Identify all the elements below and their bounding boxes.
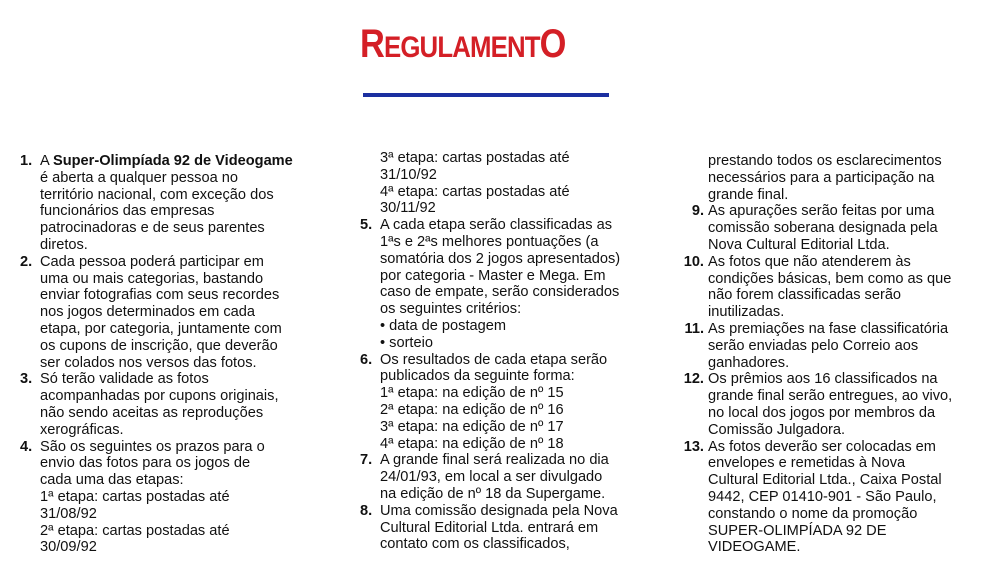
item-line: ganhadores. <box>708 354 790 371</box>
item-line: 1ªs e 2ªs melhores pontuações (a <box>380 233 599 250</box>
item-line: A grande final será realizada no dia <box>380 452 609 469</box>
item-number: 12. <box>683 371 704 388</box>
item-number: 6. <box>360 351 373 368</box>
rule-item <box>20 254 345 372</box>
item-line: envio das fotos para os jogos de <box>40 455 251 472</box>
item-line: 31/08/92 <box>40 505 97 522</box>
item-line: São os seguintes os prazos para o <box>40 438 265 455</box>
item-line: etapa, por categoria, juntamente com <box>40 320 282 337</box>
rule-item <box>670 254 995 321</box>
item-line: 2ª etapa: cartas postadas até <box>40 522 230 539</box>
item-number: 13. <box>683 438 704 455</box>
item-line: xerográficas. <box>40 421 124 438</box>
item-number: 3. <box>20 371 33 388</box>
item-line: os cupons de inscrição, que deverão <box>40 337 278 354</box>
item-line: SUPER-OLIMPÍADA 92 DE <box>708 522 887 539</box>
continued-line: grande final. <box>708 186 789 203</box>
title-text: REGULAMENTO <box>360 22 566 66</box>
item-line: acompanhadas por cupons originais, <box>40 388 279 405</box>
item-line: Uma comissão designada pela Nova <box>380 502 618 519</box>
rule-item <box>20 153 345 254</box>
item-line: contato com os classificados, <box>380 536 570 553</box>
item-line: 1ª etapa: na edição de nº 15 <box>380 385 564 402</box>
item-line: A cada etapa serão classificadas as <box>380 217 613 234</box>
item-line: caso de empate, serão considerados <box>380 284 620 301</box>
item-line: Só terão validade as fotos <box>40 371 209 388</box>
item-line: somatória dos 2 jogos apresentados) <box>380 250 621 267</box>
item-line: enviar fotografias com seus recordes <box>40 287 280 304</box>
item-line: Os resultados de cada etapa serão <box>380 351 608 368</box>
column-3 <box>670 153 995 556</box>
item-number: 9. <box>691 203 704 220</box>
item-number: 2. <box>20 253 33 270</box>
item-line: serão enviadas pelo Correio aos <box>708 337 919 354</box>
continued-line: 3ª etapa: cartas postadas até <box>380 150 570 166</box>
continued-line: prestando todos os esclarecimentos <box>708 153 942 169</box>
item-line: As premiações na fase classificatória <box>708 320 949 337</box>
item-line: constando o nome da promoção <box>708 505 918 522</box>
item-line: As fotos deverão ser colocadas em <box>708 438 936 455</box>
rule-item <box>20 371 345 438</box>
item-line: cada uma das etapas: <box>40 472 184 489</box>
continued-line: 4ª etapa: cartas postadas até <box>380 183 570 200</box>
item-line: por categoria - Master e Mega. Em <box>380 267 606 284</box>
column-2 <box>360 150 690 553</box>
item-text: A <box>40 153 53 169</box>
rule-item <box>20 439 345 557</box>
item-line: Cada pessoa poderá participar em <box>40 253 264 270</box>
item-line: • data de postagem <box>380 317 506 334</box>
rule-item <box>670 203 995 253</box>
item-number: 7. <box>360 452 373 469</box>
item-line: Cultural Editorial Ltda. entrará em <box>380 519 599 536</box>
item-line: 30/09/92 <box>40 539 97 556</box>
item-number: 1. <box>20 153 33 169</box>
continued-line: 30/11/92 <box>380 200 436 217</box>
item-line: uma ou mais categorias, bastando <box>40 270 264 287</box>
item-number: 10. <box>683 253 704 270</box>
rule-item <box>360 352 690 453</box>
item-line: 1ª etapa: cartas postadas até <box>40 488 230 505</box>
item-number: 5. <box>360 217 373 234</box>
rule-item <box>360 503 690 553</box>
item-line: VIDEOGAME. <box>708 539 801 556</box>
item-line: comissão soberana designada pela <box>708 220 938 237</box>
item-line: patrocinadoras e de seus parentes <box>40 220 265 237</box>
event-name: Super-Olimpíada 92 de Videogame <box>52 153 293 169</box>
item-line: não forem classificadas serão <box>708 287 902 304</box>
continued-line: necessários para a participação na <box>708 169 935 186</box>
item-line: inutilizadas. <box>708 304 785 321</box>
item-line: nos jogos determinados em cada <box>40 304 255 321</box>
item-line <box>40 153 345 170</box>
item-line: no local dos jogos por membros da <box>708 404 936 421</box>
rule-item <box>360 452 690 502</box>
item-number: 8. <box>360 502 373 519</box>
item-number: 4. <box>20 438 33 455</box>
rule-item <box>360 217 690 351</box>
item-line: 24/01/93, em local a ser divulgado <box>380 469 603 486</box>
item-line: publicados da seguinte forma: <box>380 368 575 385</box>
title-underline <box>363 93 609 97</box>
item-line: Nova Cultural Editorial Ltda. <box>708 236 890 253</box>
item-line: 9442, CEP 01410-901 - São Paulo, <box>708 488 937 505</box>
rule-item <box>670 371 995 438</box>
item-line: condições básicas, bem como as que <box>708 270 952 287</box>
item-line: é aberta a qualquer pessoa no <box>40 169 238 186</box>
page-title <box>360 22 608 70</box>
continued-line: 31/10/92 <box>380 166 437 183</box>
item-line: diretos. <box>40 236 88 253</box>
item-line: os seguintes critérios: <box>380 301 522 318</box>
rule-item <box>670 439 995 557</box>
item-line: • sorteio <box>380 334 433 351</box>
item-line: 2ª etapa: na edição de nº 16 <box>380 401 564 418</box>
item-line: 3ª etapa: na edição de nº 17 <box>380 418 564 435</box>
item-number: 11. <box>684 320 704 337</box>
column-1 <box>20 153 345 556</box>
item-line: envelopes e remetidas à Nova <box>708 455 906 472</box>
item-line: território nacional, com exceção dos <box>40 186 274 203</box>
item-line: não sendo aceitas as reproduções <box>40 404 264 421</box>
item-line: Cultural Editorial Ltda., Caixa Postal <box>708 472 942 489</box>
item-line: na edição de nº 18 da Supergame. <box>380 485 606 502</box>
item-line: 4ª etapa: na edição de nº 18 <box>380 435 564 452</box>
item-line: Os prêmios aos 16 classificados na <box>708 371 938 388</box>
item-line: grande final serão entregues, ao vivo, <box>708 388 953 405</box>
item-line: funcionários das empresas <box>40 203 215 220</box>
item-line: Comissão Julgadora. <box>708 421 846 438</box>
item-line: As apurações serão feitas por uma <box>708 203 935 220</box>
rule-item <box>670 321 995 371</box>
item-line: ser colados nos versos das fotos. <box>40 354 257 371</box>
item-line: As fotos que não atenderem às <box>708 253 911 270</box>
